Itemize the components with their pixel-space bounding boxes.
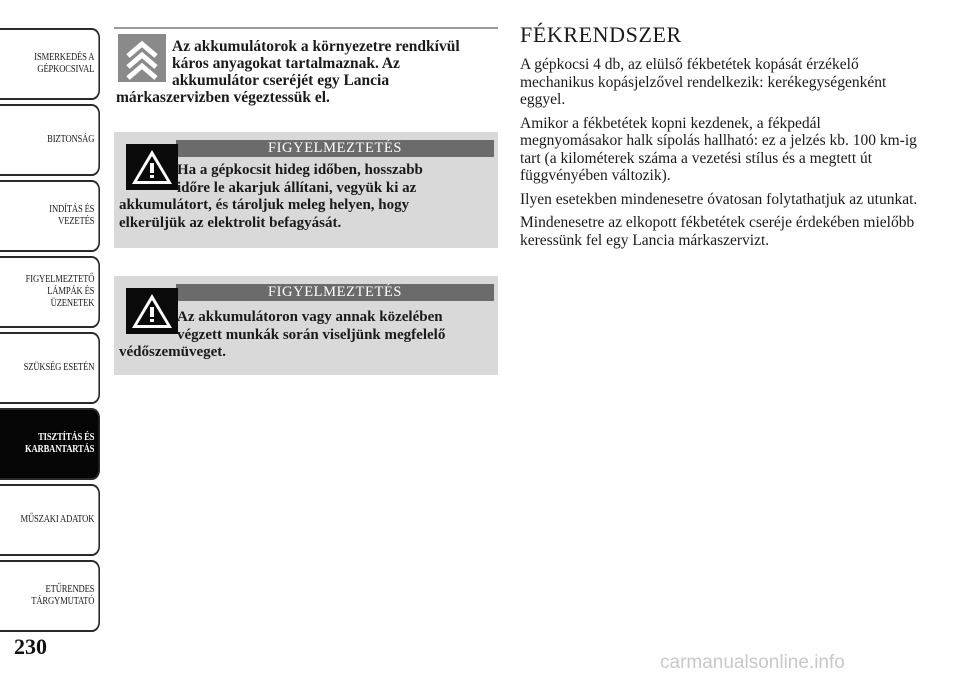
watermark: carmanualsonline.info bbox=[660, 652, 845, 673]
note-line: akkumulátor cseréjét egy Lancia bbox=[172, 72, 390, 89]
tab-inditas[interactable]: INDÍTÁS ÉS VEZETÉS bbox=[0, 180, 100, 252]
warning-line: Ha a gépkocsit hideg időben, hosszabb bbox=[177, 162, 423, 178]
warning-box-goggles bbox=[114, 276, 498, 375]
warning-line: elkerüljük az elektrolit befagyását. bbox=[119, 214, 342, 231]
environment-note bbox=[116, 38, 498, 106]
top-rule bbox=[114, 27, 498, 29]
page-number: 230 bbox=[14, 634, 47, 659]
note-line: káros anyagokat tartalmaznak. Az bbox=[172, 55, 400, 72]
warning-line: védőszemüveget. bbox=[119, 344, 227, 360]
warning-text bbox=[119, 162, 495, 232]
paragraph: A gépkocsi 4 db, az elülső fékbetétek kopását érzékelő mechanikus kopásjelzővel rendelkezik: kerékegységenként eggyel. bbox=[520, 56, 887, 108]
warning-heading: FIGYELMEZTETÉS bbox=[176, 284, 494, 301]
tab-ismerkedes[interactable]: ISMERKEDÉS A GÉPKOCSIVAL bbox=[0, 28, 100, 100]
paragraph: Amikor a fékbetétek kopni kezdenek, a fékpedál megnyomásakor halk sípolás hallható: ez a jelzés kb. 100 km-ig tart (a kilométerek száma a vezetési stílus és a megtett út függvényében változik). bbox=[520, 114, 917, 184]
paragraph: Mindenesetre az elkopott fékbetétek cseréje érdekében mielőbb keressünk fel egy Lancia márkaszervizt. bbox=[520, 214, 915, 249]
paragraph: Ilyen esetekben mindenesetre óvatosan folytathatjuk az utunkat. bbox=[520, 190, 918, 208]
section-title: FÉKRENDSZER bbox=[520, 22, 682, 47]
tab-szukseg[interactable]: SZÜKSÉG ESETÉN bbox=[0, 332, 100, 404]
warning-line: végzett munkák során viseljünk megfelelő bbox=[177, 326, 446, 343]
warning-line: akkumulátort, és tároljuk meleg helyen, hogy bbox=[119, 197, 410, 213]
warning-line: Az akkumulátoron vagy annak közelében bbox=[177, 309, 443, 325]
tab-figyelmezteto[interactable]: FIGYELMEZTETŐ LÁMPÁK ÉS ÜZENETEK bbox=[0, 256, 100, 328]
note-line: márkaszervizben végeztessük el. bbox=[116, 89, 330, 106]
warning-text bbox=[119, 309, 495, 362]
tab-tisztitas[interactable]: TISZTÍTÁS ÉS KARBANTARTÁS bbox=[0, 408, 100, 480]
tab-biztonsag[interactable]: BIZTONSÁG bbox=[0, 104, 100, 176]
tab-targymutato[interactable]: ETŰRENDES TÁRGYMUTATÓ bbox=[0, 560, 100, 632]
warning-box-cold bbox=[114, 132, 498, 248]
warning-heading: FIGYELMEZTETÉS bbox=[176, 140, 494, 157]
tab-muszaki[interactable]: MŰSZAKI ADATOK bbox=[0, 484, 100, 556]
section-body bbox=[520, 56, 920, 255]
warning-line: időre le akarjuk állítani, vegyük ki az bbox=[177, 179, 417, 196]
note-line: Az akkumulátorok a környezetre rendkívül bbox=[172, 38, 460, 55]
